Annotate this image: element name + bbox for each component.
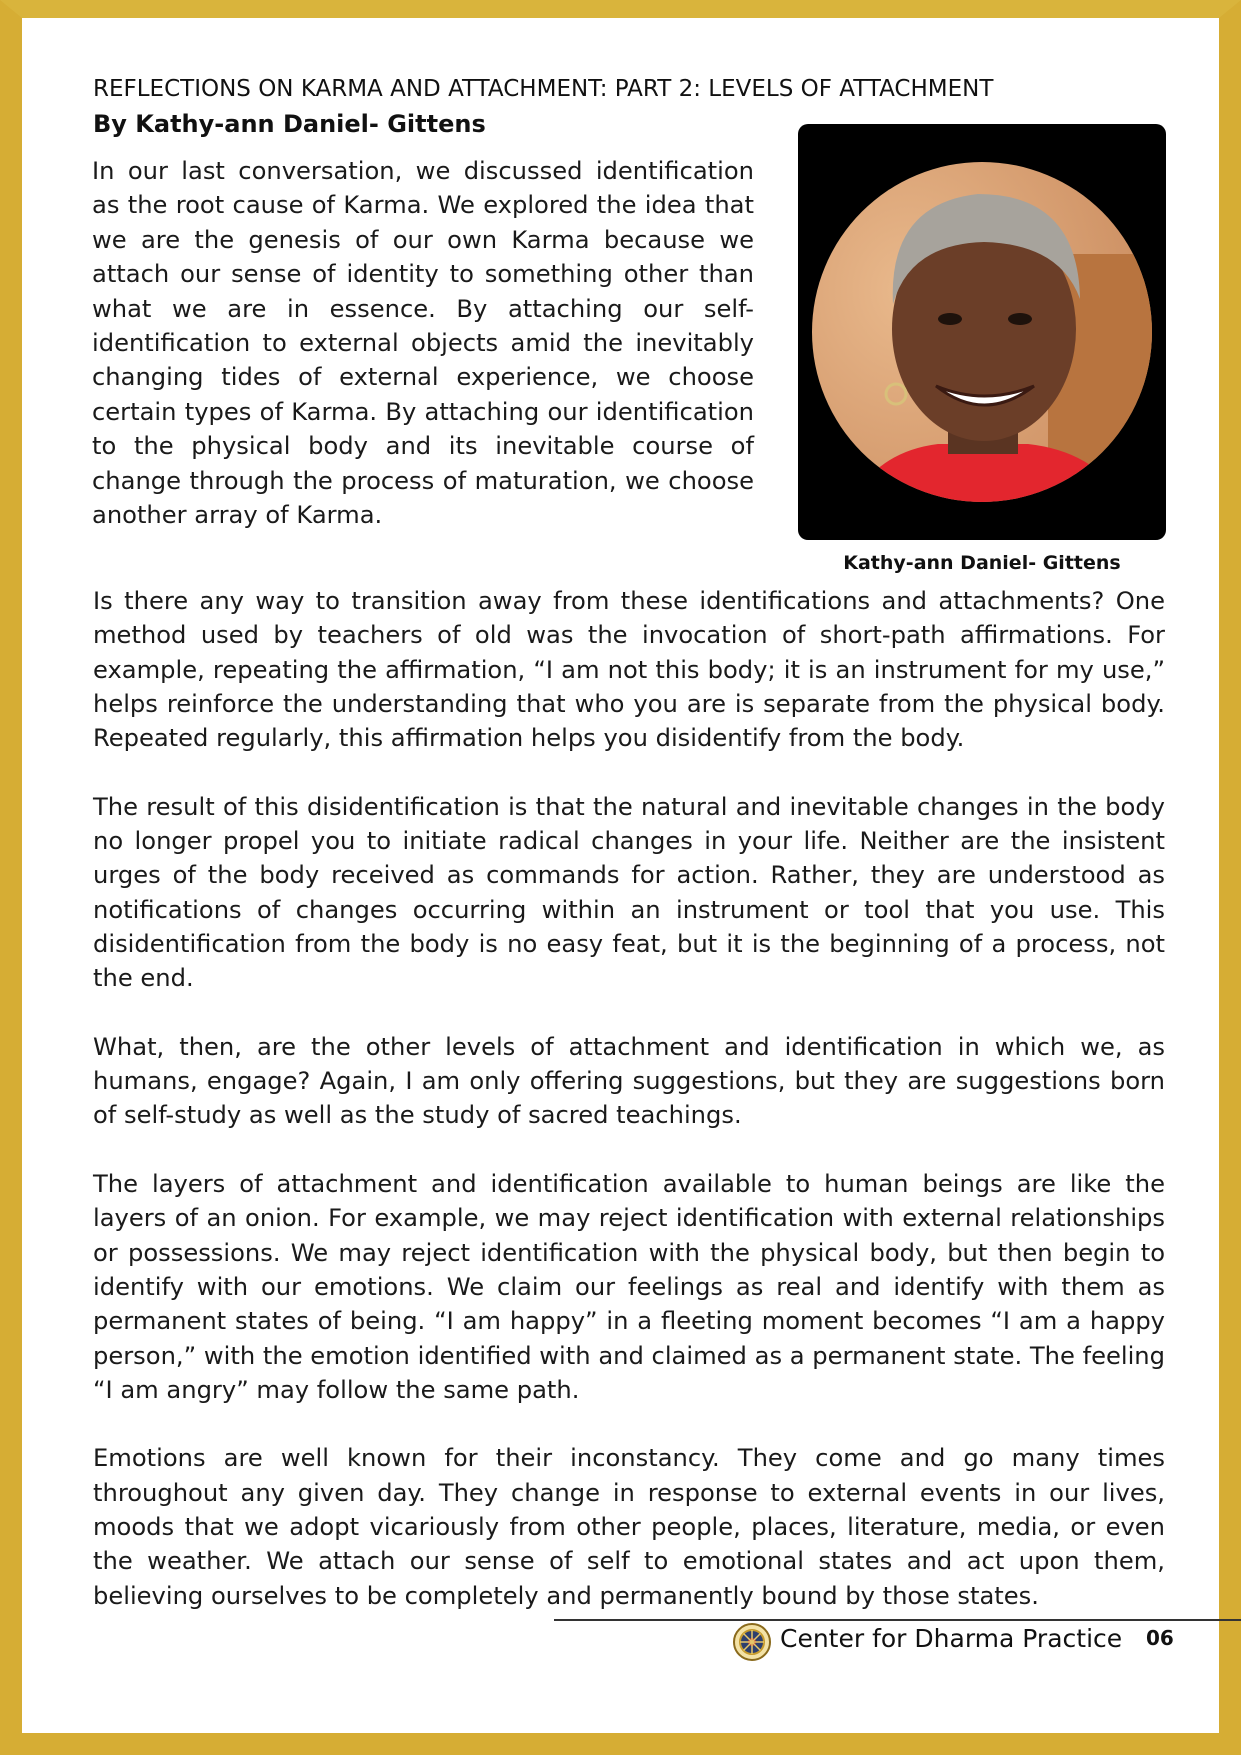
footer-organization: Center for Dharma Practice: [780, 1624, 1123, 1653]
author-photo: [798, 124, 1166, 540]
page-number: 06: [1146, 1626, 1174, 1650]
dharma-wheel-logo-icon: [732, 1622, 772, 1662]
article-title: REFLECTIONS ON KARMA AND ATTACHMENT: PART 2: LEVELS OF ATTACHMENT: [93, 76, 994, 102]
article-body: [93, 584, 1165, 1647]
intro-paragraph: In our last conversation, we discussed identification as the root cause of Karma. We explored the idea that we are the genesis of our own Karma because we attach our sense of identity to something other than what we are in essence. By attaching our self-identification to external objects amid the inevitably changing tides of external experience, we choose certain types of Karma. By attaching our identification to the physical body and its inevitable course of change through the process of maturation, we choose another array of Karma.: [92, 157, 754, 530]
body-paragraph: Emotions are well known for their inconstancy. They come and go many times throughout any given day. They change in response to external events in our lives, moods that we adopt vicariously from other people, places, literature, media, or even the weather. We attach our sense of self to emotional states and act upon them, believing ourselves to be completely and permanently bound by those states.: [93, 1444, 1165, 1610]
page-content: [22, 18, 1219, 1733]
body-paragraph: The result of this disidentification is that the natural and inevitable changes in the body no longer propel you to initiate radical changes in your life. Neither are the insistent urges of the body received as commands for action. Rather, they are understood as notifications of changes occurring within an instrument or tool that you use. This disidentification from the body is no easy feat, but it is the beginning of a process, not the end.: [93, 792, 1165, 993]
article-byline: By Kathy-ann Daniel- Gittens: [93, 110, 486, 138]
body-paragraph: The layers of attachment and identification available to human beings are like the layers of an onion. For example, we may reject identification with external relationships or possessions. We may reject identification with the physical body, but then begin to identify with our emotions. We claim our feelings as real and identify with them as permanent states of being. “I am happy” in a fleeting moment becomes “I am a happy person,” with the emotion identified with and claimed as a permanent state. The feeling “I am angry” may follow the same path.: [93, 1170, 1165, 1404]
footer-divider: [554, 1619, 1241, 1621]
body-paragraph: What, then, are the other levels of attachment and identification in which we, as humans, engage? Again, I am only offering suggestions, but they are suggestions born of self-study as well as the study of sacred teachings.: [93, 1032, 1165, 1130]
photo-caption: Kathy-ann Daniel- Gittens: [843, 552, 1121, 574]
body-paragraph: Is there any way to transition away from these identifications and attachments? One method used by teachers of old was the invocation of short-path affirmations. For example, repeating the affirmation, “I am not this body; it is an instrument for my use,” helps reinforce the understanding that who you are is separate from the physical body. Repeated regularly, this affirmation helps you disidentify from the body.: [93, 587, 1165, 753]
